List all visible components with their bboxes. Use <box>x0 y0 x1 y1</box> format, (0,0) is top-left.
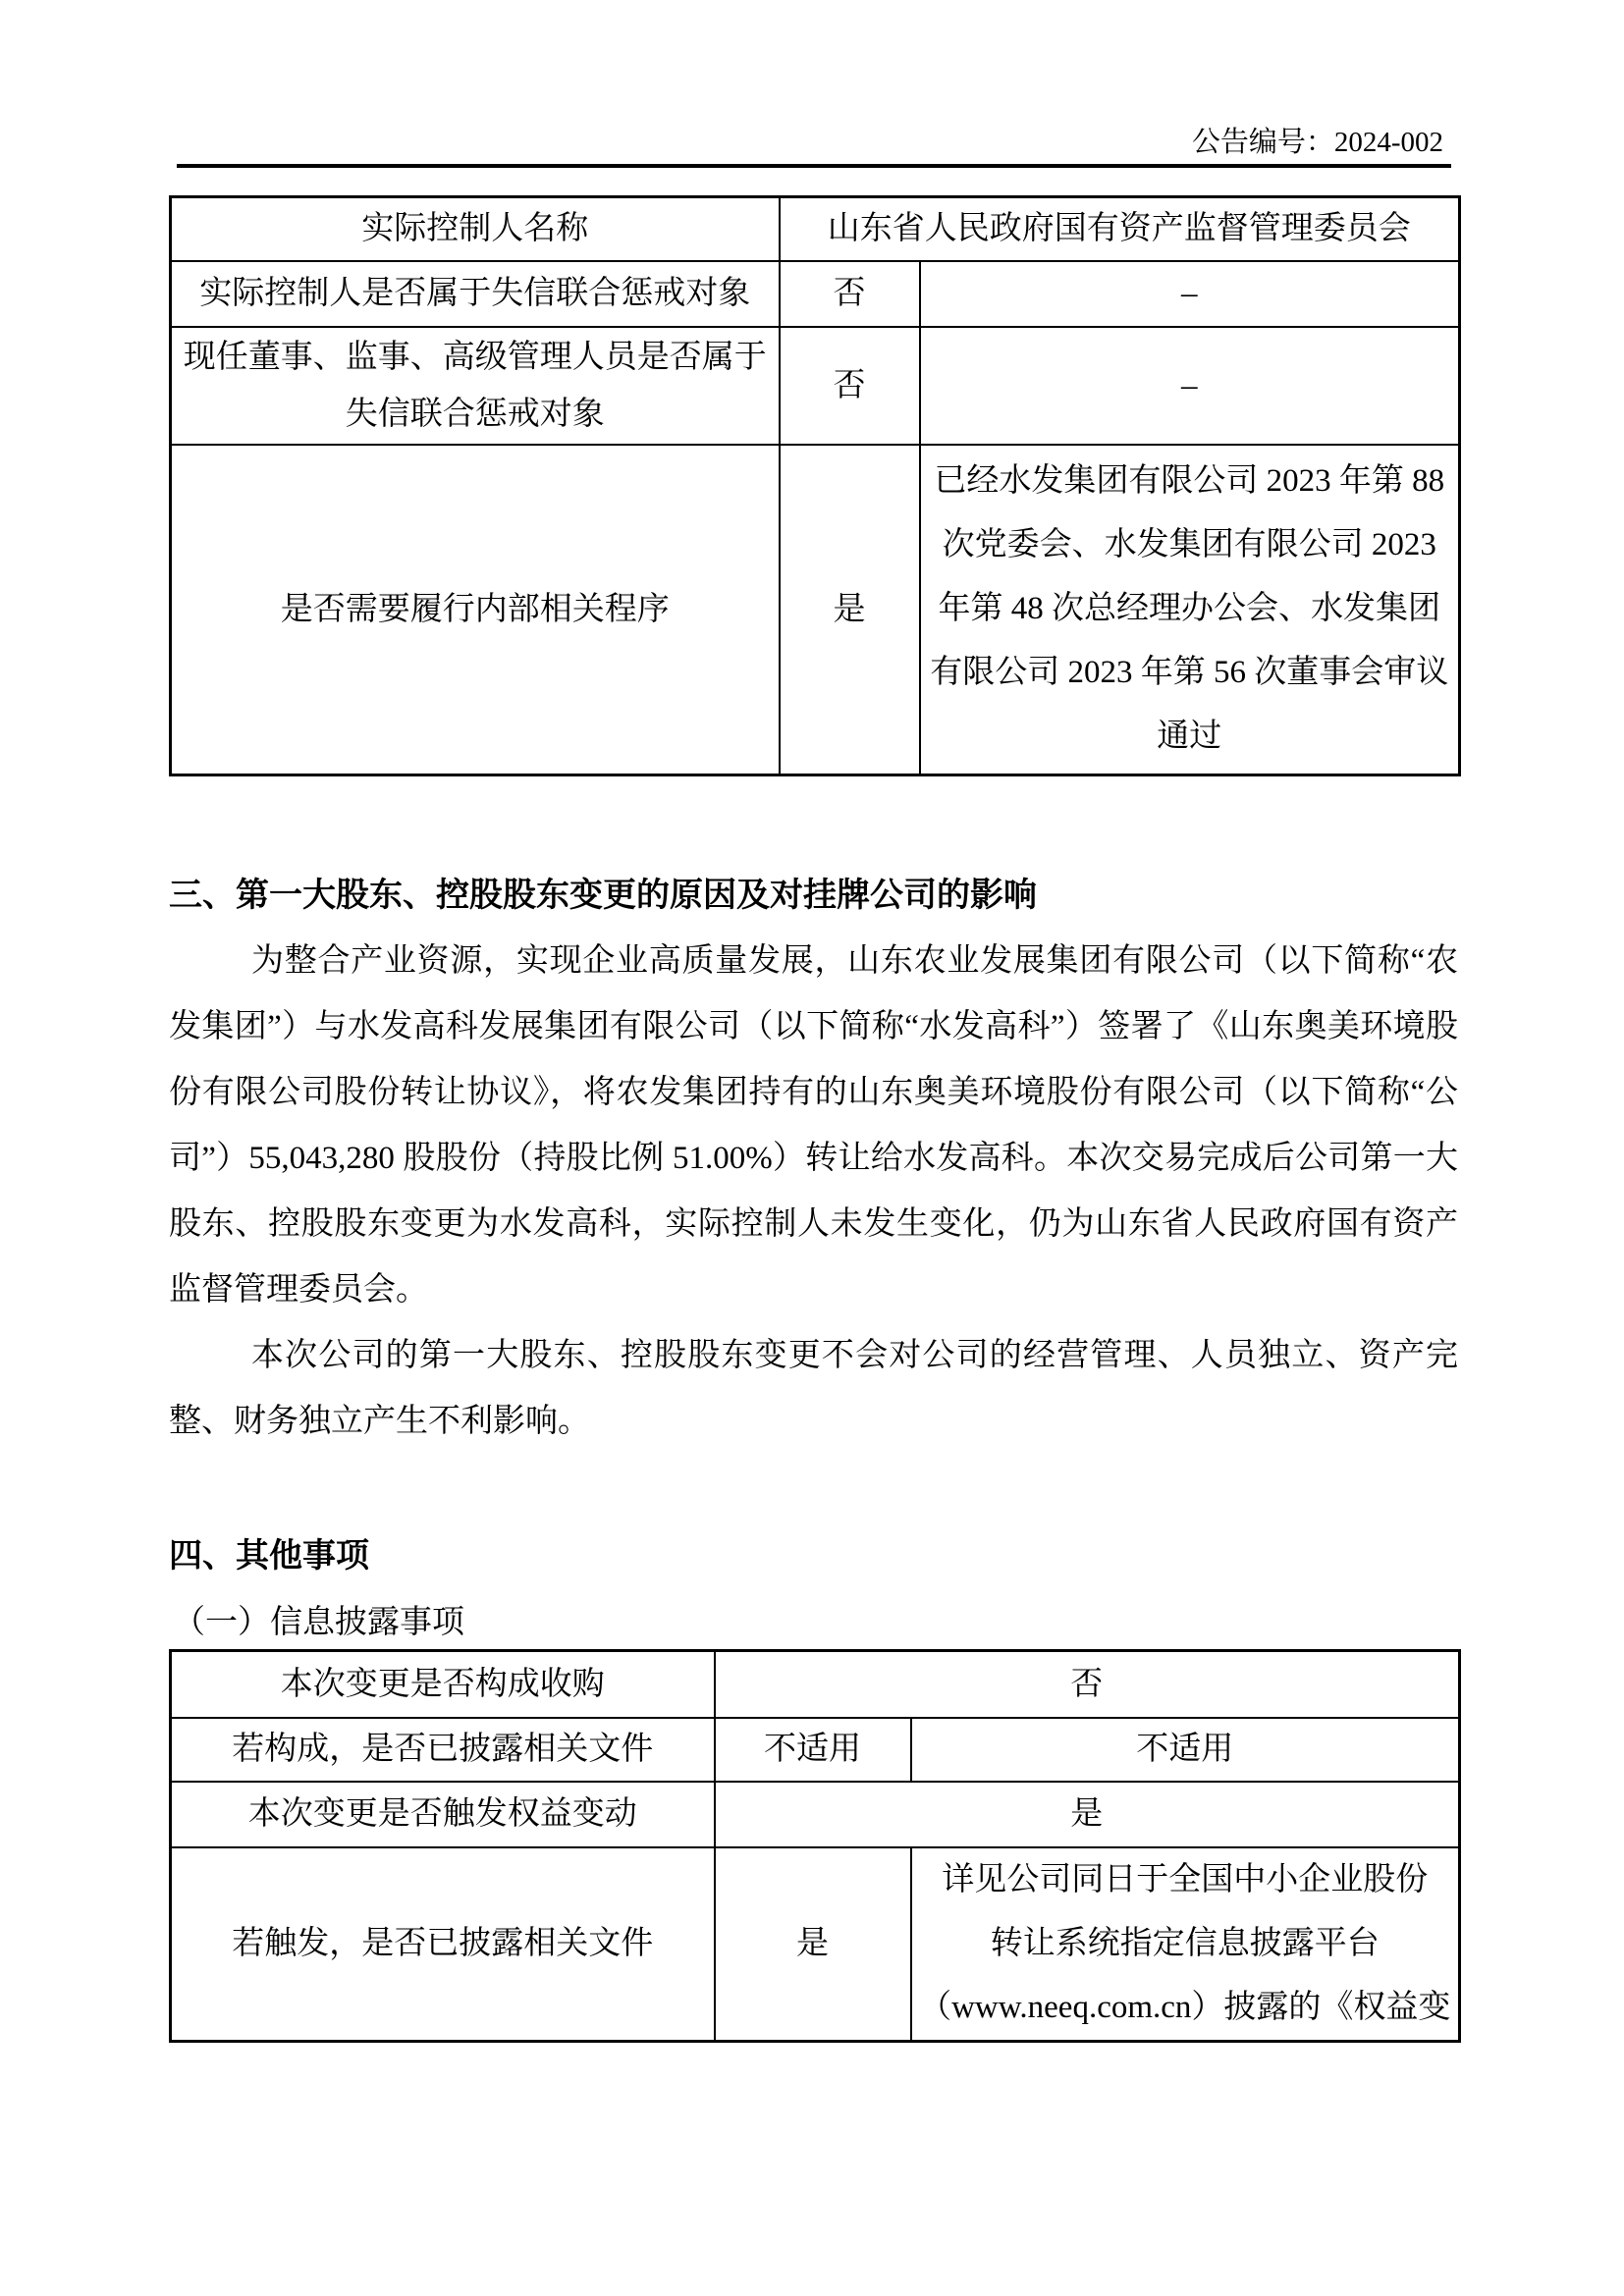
row-value: – <box>920 327 1460 445</box>
disclosure-info-table <box>169 1649 1461 2043</box>
announcement-number: 公告编号：2024-002 <box>1191 127 1443 158</box>
row-value: – <box>920 261 1460 327</box>
value-line: （www.neeq.com.cn）披露的《权益变 <box>919 1989 1451 2025</box>
row-label: 实际控制人是否属于失信联合惩戒对象 <box>171 261 780 327</box>
row-flag: 是 <box>780 445 920 775</box>
table-row <box>171 445 1460 775</box>
table-row <box>171 1847 1460 2042</box>
table-row <box>171 1718 1460 1782</box>
section3-heading: 三、第一大股东、控股股东变更的原因及对挂牌公司的影响 <box>169 878 1037 914</box>
header-divider <box>177 164 1451 168</box>
row-value <box>911 1847 1460 2042</box>
row-value: 是 <box>715 1782 1460 1847</box>
table-row <box>171 1782 1460 1847</box>
value-line: 有限公司 2023 年第 56 次董事会审议 <box>930 655 1449 691</box>
paragraph: 本次公司的第一大股东、控股股东变更不会对公司的经营管理、人员独立、资产完整、财务独立产生不利影响。 <box>169 1338 1458 1439</box>
row-flag: 否 <box>780 327 920 445</box>
row-value: 否 <box>715 1651 1460 1718</box>
value-line: 已经水发集团有限公司 2023 年第 88 <box>934 463 1445 500</box>
row-label: 本次变更是否构成收购 <box>171 1651 715 1718</box>
row-label: 若构成，是否已披露相关文件 <box>171 1718 715 1782</box>
value-line: 次党委会、水发集团有限公司 2023 <box>942 527 1436 563</box>
table-row <box>171 1651 1460 1718</box>
section4-subheading: （一）信息披露事项 <box>173 1605 464 1640</box>
section3-body <box>169 929 1458 1455</box>
row-label: 实际控制人名称 <box>171 197 780 261</box>
row-value <box>920 445 1460 775</box>
value-line: 年第 48 次总经理办公会、水发集团 <box>938 591 1440 627</box>
value-line: 详见公司同日于全国中小企业股份 <box>942 1861 1429 1897</box>
paragraph: 为整合产业资源，实现企业高质量发展，山东农业发展集团有限公司（以下简称“农发集团”）与水发高科发展集团有限公司（以下简称“水发高科”）签署了《山东奥美环境股份有限公司股份转让协议》，将农发集团持有的山东奥美环境股份有限公司（以下简称“公司”）55,043,280 股股份（持股比例 51.00%）转让给水发高科。本次交易完成后公司第一大股东、控股股东变更为水发高科，实际控制人未发生变化，仍为山东省人民政府国有资产监督管理委员会。 <box>169 943 1458 1308</box>
table-row <box>171 327 1460 445</box>
row-value: 山东省人民政府国有资产监督管理委员会 <box>780 197 1460 261</box>
table-row <box>171 197 1460 261</box>
row-flag: 是 <box>715 1847 911 2042</box>
row-flag: 否 <box>780 261 920 327</box>
row-label: 若触发，是否已披露相关文件 <box>171 1847 715 2042</box>
row-flag: 不适用 <box>715 1718 911 1782</box>
table-row <box>171 261 1460 327</box>
row-label: 是否需要履行内部相关程序 <box>171 445 780 775</box>
row-value: 不适用 <box>911 1718 1460 1782</box>
value-line: 通过 <box>1157 719 1222 755</box>
row-label: 本次变更是否触发权益变动 <box>171 1782 715 1847</box>
value-line: 转让系统指定信息披露平台 <box>990 1925 1380 1961</box>
controller-info-table <box>169 195 1461 776</box>
row-label: 现任董事、监事、高级管理人员是否属于失信联合惩戒对象 <box>171 327 780 445</box>
section4-heading: 四、其他事项 <box>169 1538 369 1575</box>
